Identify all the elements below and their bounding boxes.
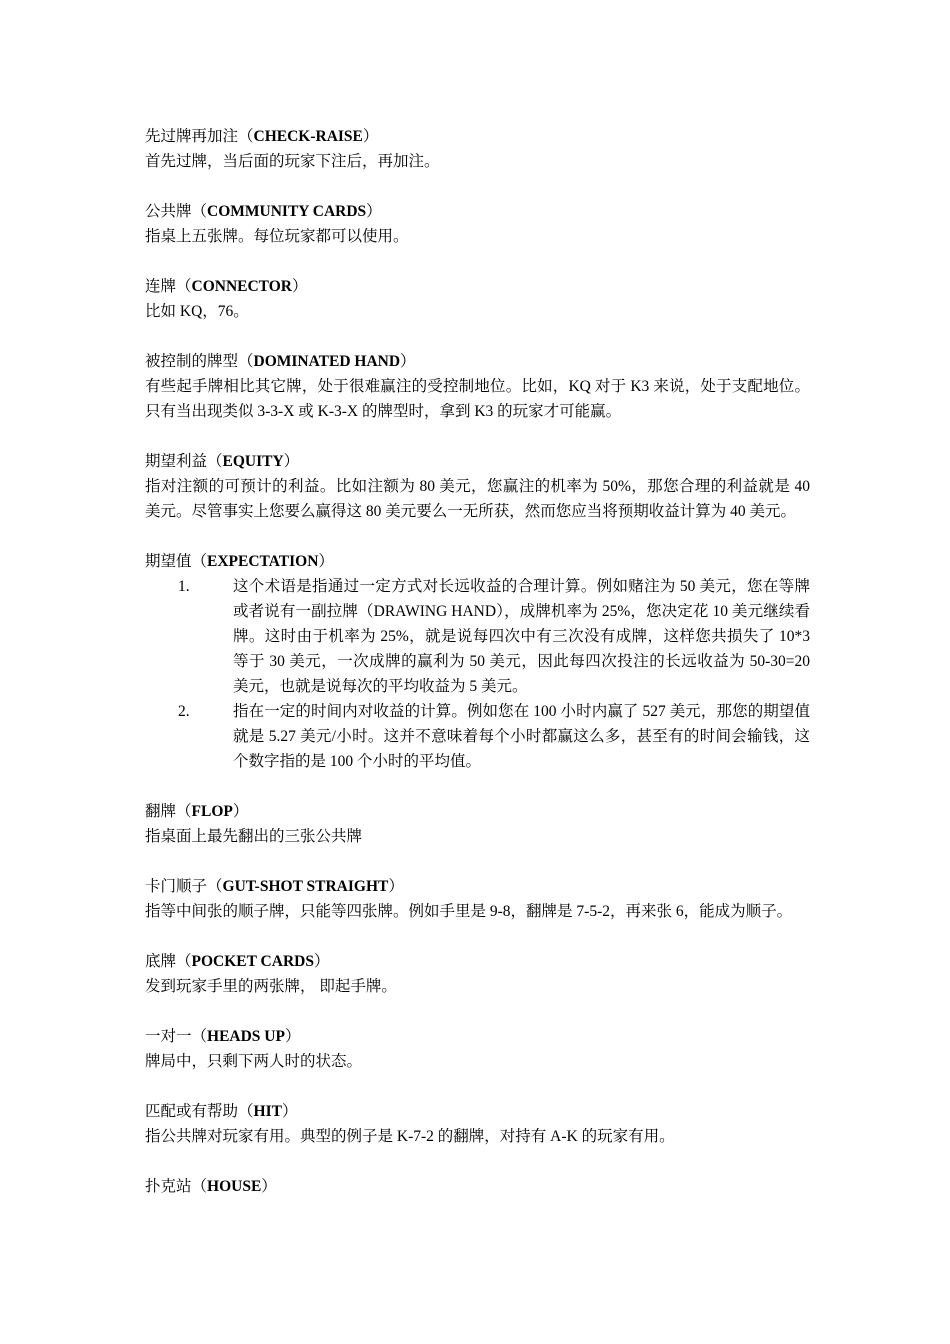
term-definition: 发到玩家手里的两张牌， 即起手牌。	[145, 978, 397, 995]
term-close-paren: ）	[292, 278, 308, 295]
list-text: 指在一定的时间内对收益的计算。例如您在 100 小时内赢了 527 美元，那您的期望值就是 5.27 美元/小时。这并不意味着每个小时都赢这么多，甚至有的时间会输钱，这个数字指的是 100 个小时的平均值。	[233, 703, 810, 770]
glossary-entry	[145, 1174, 810, 1199]
term-close-paren: ）	[284, 1028, 301, 1045]
term-definition: 指桌上五张牌。每位玩家都可以使用。	[145, 228, 409, 245]
term-english: EXPECTATION	[207, 553, 319, 570]
glossary-entry	[145, 349, 810, 424]
glossary-page	[145, 124, 810, 1224]
term-definition: 指公共牌对玩家有用。典型的例子是 K-7-2 的翻牌，对持有 A-K 的玩家有用。	[145, 1128, 675, 1145]
term-chinese: 底牌（	[145, 953, 192, 970]
term-english: HIT	[253, 1103, 282, 1120]
term-english: EQUITY	[222, 453, 284, 470]
glossary-entry	[145, 274, 810, 324]
term-chinese: 卡门顺子（	[145, 878, 223, 895]
glossary-entry	[145, 1024, 810, 1074]
term-close-paren: ）	[388, 878, 404, 895]
glossary-entry	[145, 1099, 810, 1149]
term-english: HEADS UP	[207, 1028, 285, 1045]
glossary-entry	[145, 874, 810, 924]
definition-list-item	[145, 574, 810, 699]
term-heading	[145, 1174, 810, 1199]
term-close-paren: ）	[281, 1103, 298, 1120]
term-chinese: 匹配或有帮助（	[145, 1103, 254, 1120]
term-close-paren: ）	[313, 953, 330, 970]
term-heading	[145, 1024, 810, 1049]
term-definition: 比如 KQ，76。	[145, 303, 249, 320]
glossary-entry	[145, 124, 810, 174]
term-heading	[145, 274, 810, 299]
term-heading	[145, 449, 810, 474]
term-chinese: 期望利益（	[145, 453, 223, 470]
term-heading	[145, 799, 810, 824]
glossary-entry	[145, 799, 810, 849]
glossary-entry	[145, 449, 810, 524]
term-heading	[145, 549, 810, 574]
term-close-paren: ）	[362, 128, 379, 145]
term-chinese: 被控制的牌型（	[145, 353, 254, 370]
term-english: CONNECTOR	[191, 278, 292, 295]
term-english: POCKET CARDS	[191, 953, 314, 970]
term-definition: 指桌面上最先翻出的三张公共牌	[145, 828, 363, 845]
term-close-paren: ）	[318, 553, 334, 570]
glossary-entry	[145, 199, 810, 249]
term-heading	[145, 874, 810, 899]
term-heading	[145, 199, 810, 224]
term-definition: 有些起手牌相比其它牌，处于很难赢注的受控制地位。比如，KQ 对于 K3 来说，处于支配地位。只有当出现类似 3-3-X 或 K-3-X 的牌型时，拿到 K3 的玩家才可能赢。	[145, 378, 810, 420]
term-close-paren: ）	[283, 453, 300, 470]
term-close-paren: ）	[366, 203, 382, 220]
term-heading	[145, 949, 810, 974]
term-heading	[145, 1099, 810, 1124]
term-definition: 指等中间张的顺子牌，只能等四张牌。例如手里是 9-8，翻牌是 7-5-2，再来张 6，能成为顺子。	[145, 903, 793, 920]
term-english: DOMINATED HAND	[253, 353, 401, 370]
term-chinese: 公共牌（	[145, 203, 208, 220]
term-definition: 牌局中，只剩下两人时的状态。	[145, 1053, 363, 1070]
term-close-paren: ）	[261, 1178, 277, 1195]
term-chinese: 一对一（	[145, 1028, 208, 1045]
glossary-entry	[145, 549, 810, 774]
term-chinese: 扑克站（	[145, 1178, 208, 1195]
term-heading	[145, 349, 810, 374]
list-number: 1.	[178, 578, 190, 595]
definition-list-item	[145, 699, 810, 774]
definition-list	[145, 574, 810, 774]
term-english: FLOP	[191, 803, 233, 820]
list-number: 2.	[178, 703, 190, 720]
term-definition: 指对注额的可预计的利益。比如注额为 80 美元，您赢注的机率为 50%，那您合理的利益就是 40 美元。尽管事实上您要么赢得这 80 美元要么一无所获，然而您应当将预期收益计算为 40 美元。	[145, 478, 810, 520]
term-chinese: 连牌（	[145, 278, 192, 295]
term-english: HOUSE	[207, 1178, 262, 1195]
term-chinese: 期望值（	[145, 553, 208, 570]
term-heading	[145, 124, 810, 149]
term-close-paren: ）	[232, 803, 249, 820]
term-chinese: 翻牌（	[145, 803, 192, 820]
term-definition: 首先过牌，当后面的玩家下注后，再加注。	[145, 153, 440, 170]
term-close-paren: ）	[400, 353, 416, 370]
term-chinese: 先过牌再加注（	[145, 128, 254, 145]
term-english: CHECK-RAISE	[253, 128, 363, 145]
term-english: GUT-SHOT STRAIGHT	[222, 878, 389, 895]
glossary-entry	[145, 949, 810, 999]
list-text: 这个术语是指通过一定方式对长远收益的合理计算。例如赌注为 50 美元，您在等牌或者说有一副拉牌（DRAWING HAND），成牌机率为 25%，您决定花 10 美元继续看牌。这时由于机率为 25%，就是说每四次中有三次没有成牌，这样您共损失了 10*3 等于 30 美元，一次成牌的赢利为 50 美元，因此每四次投注的长远收益为 50-30=20 美元，也就是说每次的平均收益为 5 美元。	[233, 578, 810, 695]
term-english: COMMUNITY CARDS	[207, 203, 367, 220]
